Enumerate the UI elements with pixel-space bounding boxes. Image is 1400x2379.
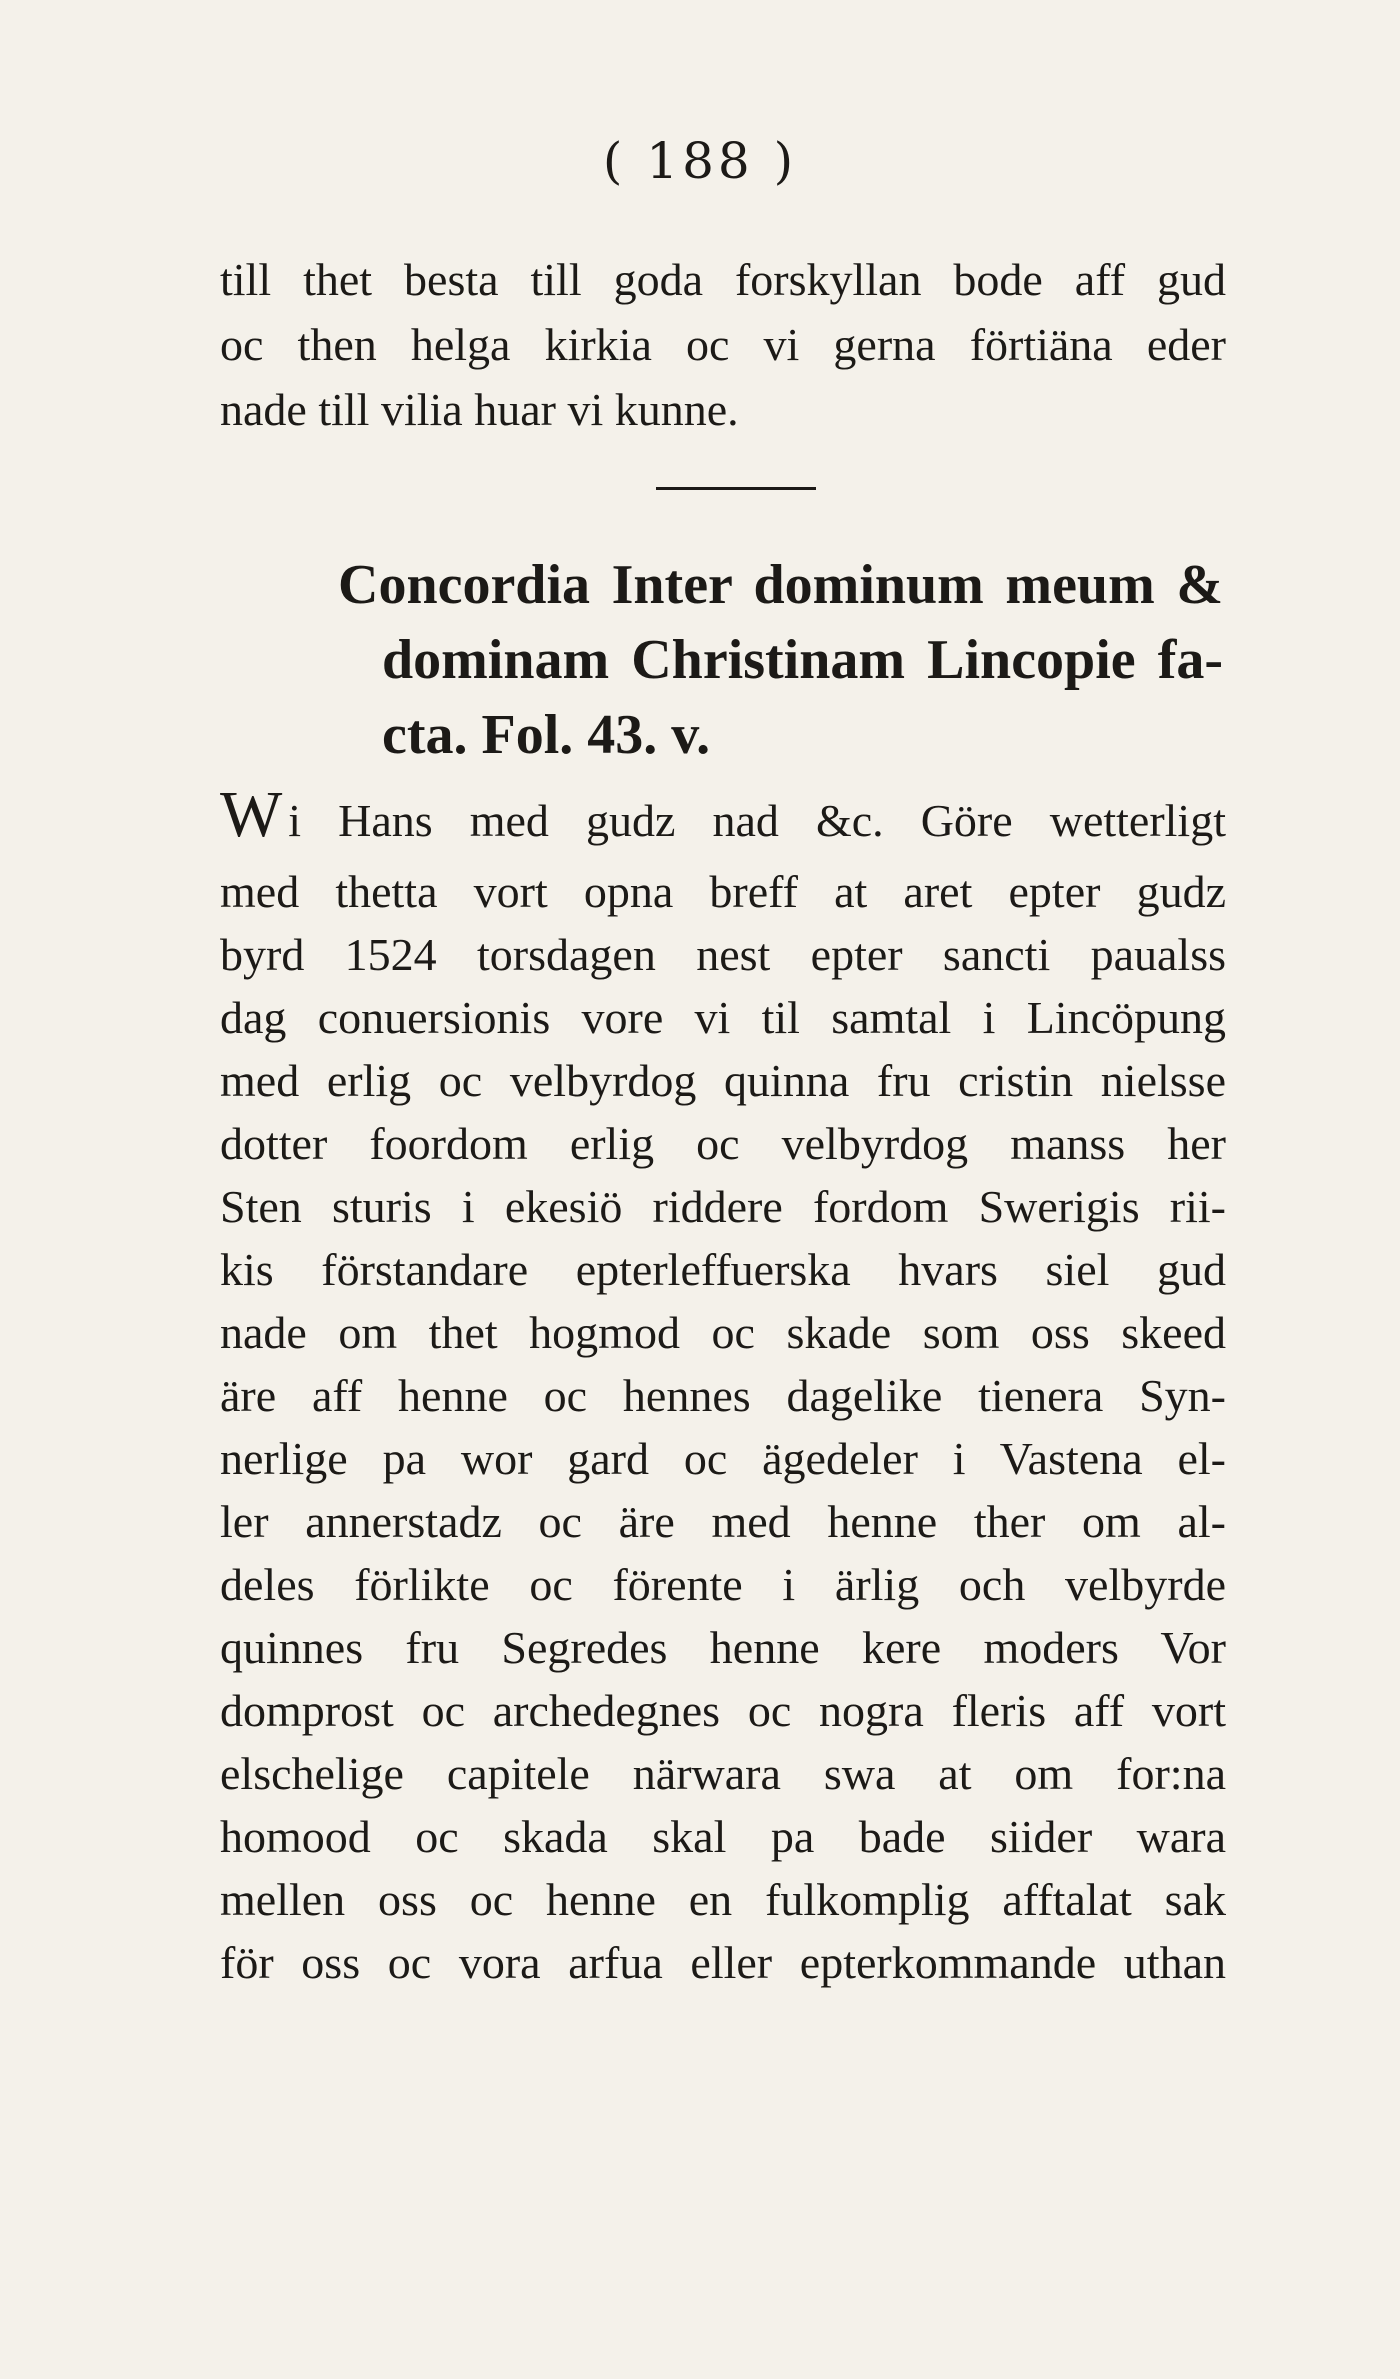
text-line: kis förstandare epterleffuerska hvars siel gud: [220, 1244, 1226, 1295]
page-number: ( 188 ): [602, 132, 798, 190]
text-line: oc then helga kirkia oc vi gerna förtiäna eder: [220, 319, 1226, 370]
text-line: för oss oc vora arfua eller epterkommande uthan: [220, 1937, 1226, 1988]
heading-line: dominam Christinam Lincopie fa-: [382, 629, 1223, 691]
drop-capital: W: [220, 778, 283, 851]
first-body-line: [220, 780, 1226, 850]
text-line: med thetta vort opna breff at aret epter gudz: [220, 866, 1226, 917]
text-line: dotter foordom erlig oc velbyrdog manss her: [220, 1118, 1226, 1169]
section-divider: [656, 487, 816, 490]
text-line: nade till vilia huar vi kunne.: [220, 384, 739, 435]
text-line: med erlig oc velbyrdog quinna fru cristin nielsse: [220, 1055, 1226, 1106]
text-line: nade om thet hogmod oc skade som oss skeed: [220, 1307, 1226, 1358]
text-line: byrd 1524 torsdagen nest epter sancti paualss: [220, 929, 1226, 980]
heading-line: cta. Fol. 43. v.: [382, 704, 711, 766]
heading-line: Concordia Inter dominum meum &: [338, 554, 1223, 616]
text-line: homood oc skada skal pa bade siider wara: [220, 1811, 1226, 1862]
text-line: ler annerstadz oc äre med henne ther om al-: [220, 1496, 1226, 1547]
text-line: quinnes fru Segredes henne kere moders Vor: [220, 1622, 1226, 1673]
text-line: äre aff henne oc hennes dagelike tienera Syn-: [220, 1370, 1226, 1421]
text-line: nerlige pa wor gard oc ägedeler i Vastena el-: [220, 1433, 1226, 1484]
text-line: mellen oss oc henne en fulkomplig afftalat sak: [220, 1874, 1226, 1925]
text-line: elschelige capitele närwara swa at om for:na: [220, 1748, 1226, 1799]
text-line: dag conuersionis vore vi til samtal i Lincöpung: [220, 992, 1226, 1043]
text-line: till thet besta till goda forskyllan bode aff gud: [220, 254, 1226, 305]
text-line: domprost oc archedegnes oc nogra fleris aff vort: [220, 1685, 1226, 1736]
text-line: i Hans med gudz nad &c. Göre wetterligt: [288, 795, 1226, 846]
text-line: Sten sturis i ekesiö riddere fordom Swerigis rii-: [220, 1181, 1226, 1232]
text-line: deles förlikte oc förente i ärlig och velbyrde: [220, 1559, 1226, 1610]
